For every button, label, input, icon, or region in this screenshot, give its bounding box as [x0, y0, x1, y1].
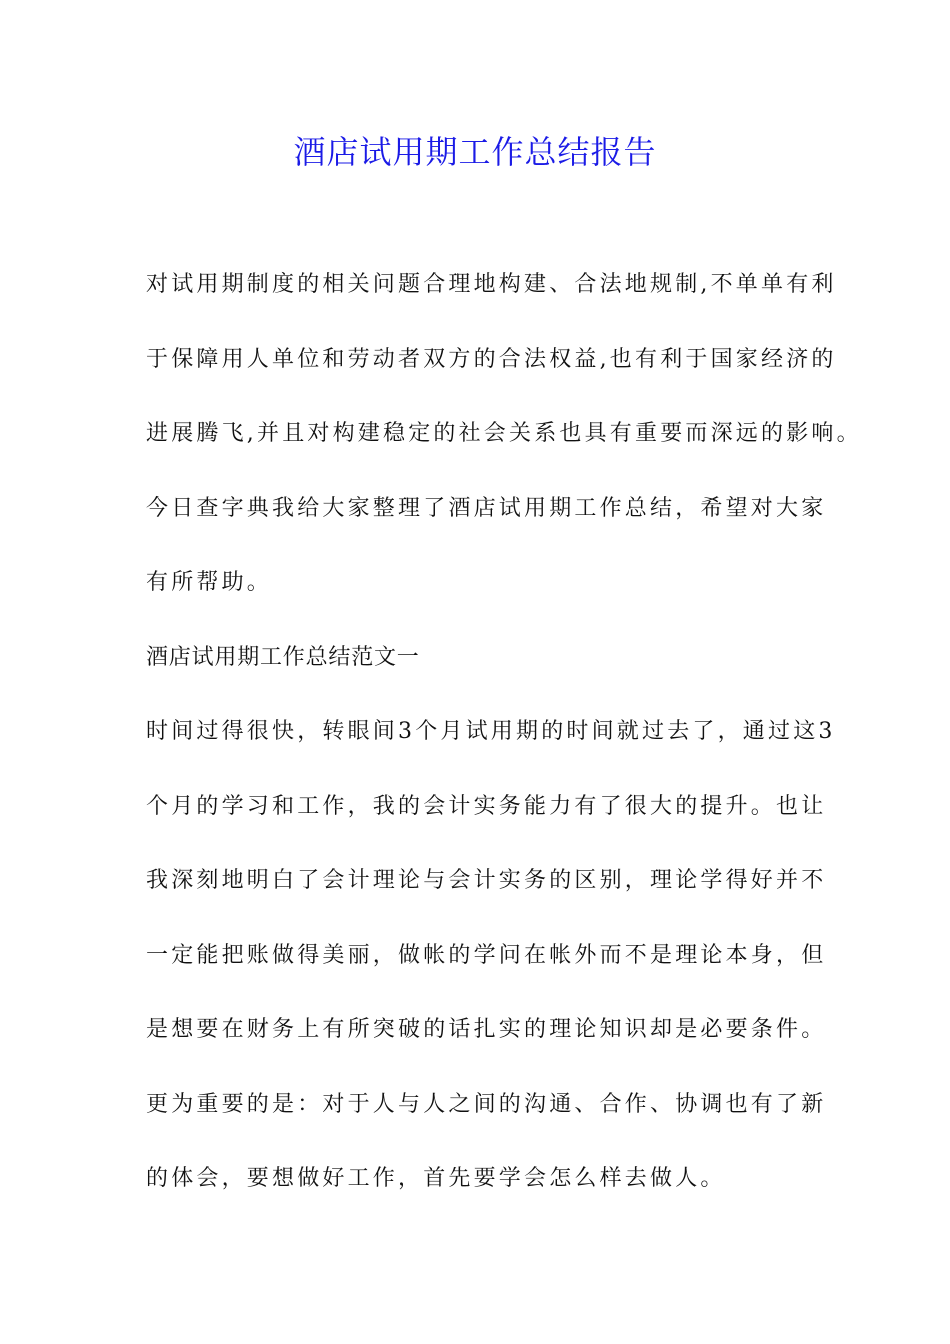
body-line: 我深刻地明白了会计理论与会计实务的区别，理论学得好并不: [146, 868, 827, 893]
body-line: 一定能把账做得美丽，做帐的学问在帐外而不是理论本身，但: [146, 943, 827, 968]
body-line: 的体会，要想做好工作，首先要学会怎么样去做人。: [146, 1166, 726, 1191]
body-line: 时间过得很快，转眼间3个月试用期的时间就过去了，通过这3: [146, 719, 836, 744]
intro-line: 进展腾飞,并且对构建稳定的社会关系也具有重要而深远的影响。: [146, 421, 862, 446]
body-line: 个月的学习和工作，我的会计实务能力有了很大的提升。也让: [146, 794, 827, 819]
intro-line: 对试用期制度的相关问题合理地构建、合法地规制,不单单有利: [146, 272, 837, 297]
body-line: 是想要在财务上有所突破的话扎实的理论知识却是必要条件。: [146, 1017, 827, 1042]
section-heading: 酒店试用期工作总结范文一: [146, 645, 420, 670]
body-line: 更为重要的是：对于人与人之间的沟通、合作、协调也有了新: [146, 1092, 827, 1117]
intro-line: 于保障用人单位和劳动者双方的合法权益,也有利于国家经济的: [146, 347, 837, 372]
intro-line: 有所帮助。: [146, 570, 273, 595]
document-title: 酒店试用期工作总结报告: [293, 133, 657, 171]
intro-line: 今日查字典我给大家整理了酒店试用期工作总结，希望对大家: [146, 496, 827, 521]
